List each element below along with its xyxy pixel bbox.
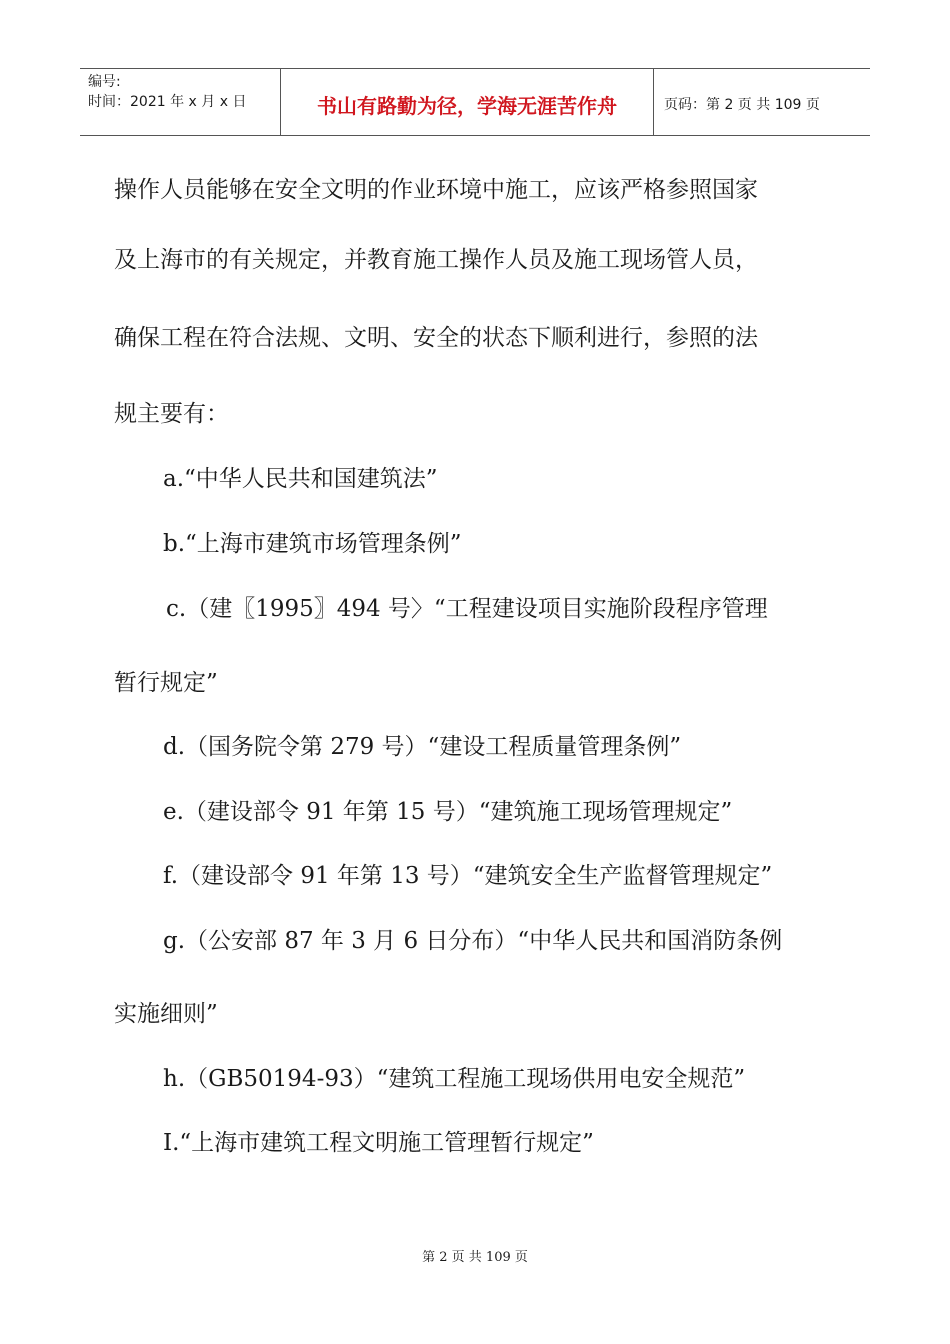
regulation-item-f: f.（建设部令 91 年第 13 号）“建筑安全生产监督管理规定” bbox=[163, 863, 773, 889]
header-motto-cell bbox=[281, 69, 654, 135]
regulation-item-i: I.“上海市建筑工程文明施工管理暂行规定” bbox=[163, 1130, 594, 1156]
regulation-item-h: h.（GB50194-93）“建筑工程施工现场供用电安全规范” bbox=[163, 1066, 746, 1092]
regulation-item-c-continued: 暂行规定” bbox=[114, 670, 218, 696]
body-paragraph-line: 操作人员能够在安全文明的作业环境中施工，应该严格参照国家 bbox=[114, 177, 758, 203]
document-number-label: 编号: bbox=[88, 74, 121, 90]
regulation-item-a: a.“中华人民共和国建筑法” bbox=[163, 466, 438, 492]
page-header bbox=[80, 68, 870, 136]
header-meta-cell bbox=[80, 69, 281, 135]
regulation-item-d: d.（国务院令第 279 号）“建设工程质量管理条例” bbox=[163, 734, 682, 760]
page-footer: 第 2 页 共 109 页 bbox=[422, 1250, 528, 1265]
regulation-item-b: b.“上海市建筑市场管理条例” bbox=[163, 531, 462, 557]
body-paragraph-line: 及上海市的有关规定，并教育施工操作人员及施工现场管人员， bbox=[114, 247, 758, 273]
regulation-item-c: c.（建〖1995〗494 号〉“工程建设项目实施阶段程序管理 bbox=[166, 596, 768, 622]
body-paragraph-line: 确保工程在符合法规、文明、安全的状态下顺利进行，参照的法 bbox=[114, 325, 758, 351]
header-page-info: 页码：第 2 页 共 109 页 bbox=[664, 97, 820, 113]
document-date: 时间：2021 年 x 月 x 日 bbox=[88, 94, 247, 110]
regulation-item-g-continued: 实施细则” bbox=[114, 1001, 218, 1027]
header-page-cell bbox=[654, 69, 870, 135]
regulation-item-g: g.（公安部 87 年 3 月 6 日分布）“中华人民共和国消防条例 bbox=[163, 928, 783, 954]
body-paragraph-line: 规主要有： bbox=[114, 401, 229, 427]
regulation-item-e: e.（建设部令 91 年第 15 号）“建筑施工现场管理规定” bbox=[163, 799, 733, 825]
header-motto: 书山有路勤为径，学海无涯苦作舟 bbox=[317, 93, 617, 118]
